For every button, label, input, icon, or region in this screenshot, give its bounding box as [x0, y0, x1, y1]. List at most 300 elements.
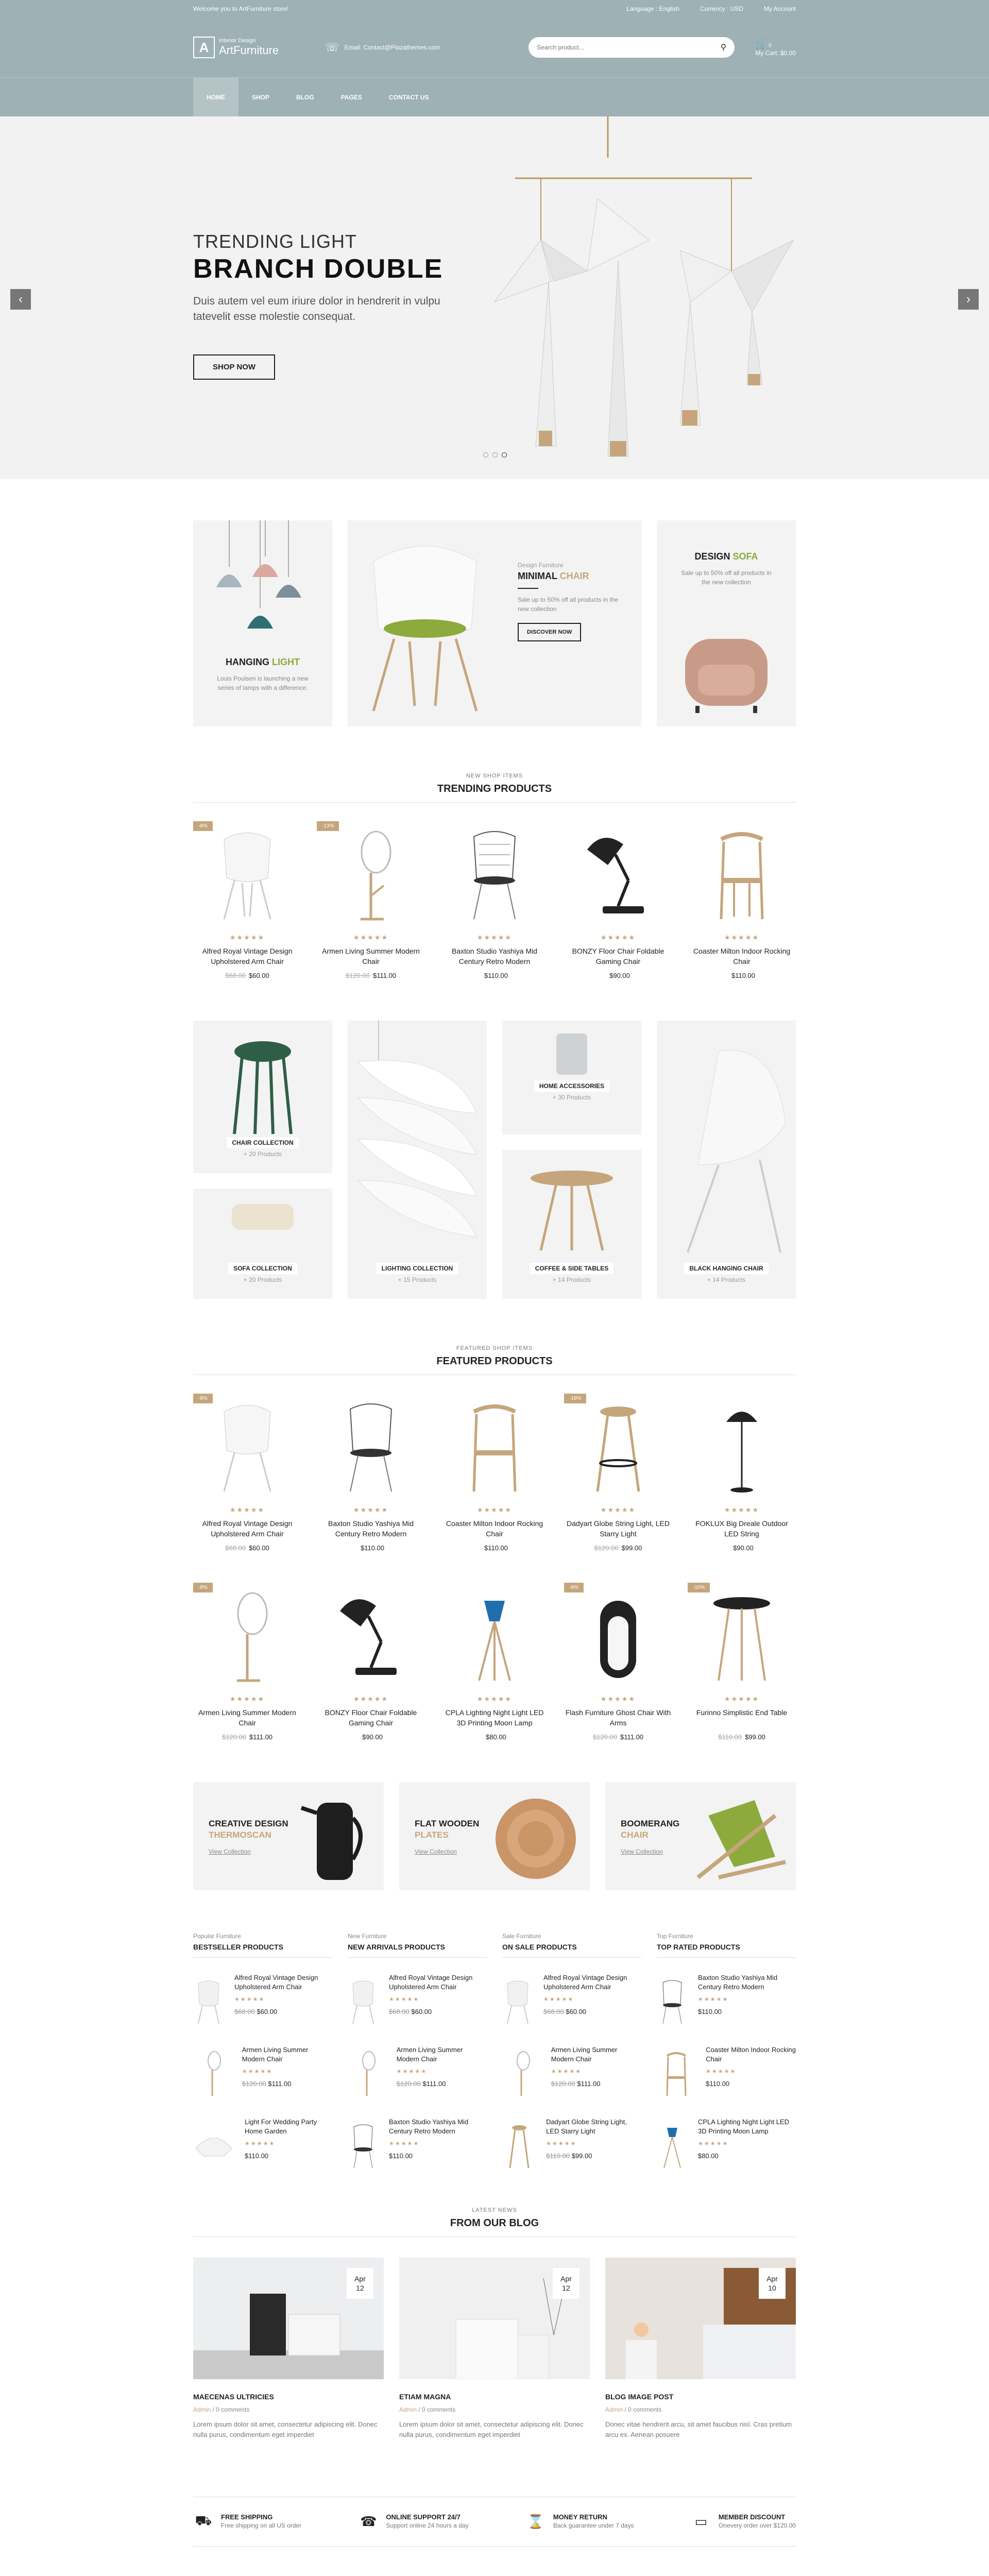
list-title: NEW ARRIVALS PRODUCTS: [348, 1943, 487, 1958]
category-coffee-tables[interactable]: [502, 1150, 641, 1299]
product-thumb: [348, 2045, 386, 2102]
nav-shop[interactable]: SHOP: [252, 94, 270, 101]
product-name[interactable]: Alfred Royal Vintage Design Upholstered Arm Chair: [234, 1974, 318, 1991]
product-card[interactable]: [688, 821, 796, 979]
category-label: LIGHTING COLLECTION: [377, 1263, 458, 1274]
banner2-sub: Design Furniture: [518, 562, 564, 569]
hero-slider: [0, 116, 989, 479]
blog-image: [399, 2258, 590, 2379]
banner2-title-a: MINIMAL: [518, 571, 560, 581]
banners: [193, 520, 796, 726]
service-money-return: [525, 2513, 634, 2531]
post-date: [553, 2268, 579, 2299]
cart-total: My Cart: $0.00: [755, 49, 796, 57]
card-icon: ▭: [694, 2514, 708, 2529]
wire-chair-image: [458, 829, 531, 922]
rating-stars: ★★★★★: [229, 1695, 265, 1703]
post-title[interactable]: MAECENAS ULTRICIES: [193, 2393, 274, 2401]
product-card[interactable]: [317, 1583, 425, 1741]
list-item[interactable]: [193, 2045, 332, 2102]
category-label: COFFEE & SIDE TABLES: [530, 1263, 613, 1274]
floor-lamp-image: [706, 1401, 778, 1494]
promo-title-b: PLATES: [415, 1830, 449, 1840]
price: $111.00: [577, 2080, 601, 2088]
search-icon[interactable]: ⚲: [720, 43, 727, 52]
hero-title: BRANCH DOUBLE: [193, 254, 444, 284]
trending-title: TRENDING PRODUCTS: [437, 783, 552, 794]
product-card[interactable]: [193, 1583, 301, 1741]
list-item[interactable]: [348, 1973, 487, 2030]
hourglass-icon: ⌛: [527, 2514, 544, 2529]
price: $110.00: [731, 972, 756, 979]
list-item[interactable]: [502, 1973, 641, 2030]
product-name[interactable]: BONZY Floor Chair Foldable Gaming Chair: [572, 947, 664, 965]
product-name[interactable]: Armen Living Summer Modern Chair: [242, 2046, 309, 2063]
category-lighting[interactable]: [348, 1021, 487, 1299]
list-item[interactable]: [348, 2045, 487, 2102]
blog-image: [193, 2258, 384, 2379]
welcome-text: Welcome you to ArtFurniture store!: [193, 5, 289, 12]
old-price: $110.00: [718, 1733, 742, 1741]
wooden-chair-image: [706, 829, 778, 922]
product-card[interactable]: [193, 821, 301, 979]
product-name[interactable]: Flash Furniture Ghost Chair With Arms: [565, 1708, 671, 1727]
promo-title-b: CHAIR: [621, 1830, 649, 1840]
slider-dots: [483, 452, 507, 457]
product-thumb: [193, 1973, 224, 2030]
view-collection-link[interactable]: View Collection: [209, 1848, 251, 1855]
promo-title-a: BOOMERANG: [621, 1819, 680, 1828]
list-item[interactable]: [502, 2045, 641, 2102]
rating-stars: ★★★★★: [600, 1695, 636, 1703]
rating-stars: ★★★★★: [476, 1695, 513, 1703]
list-small: Top Furniture: [657, 1933, 693, 1940]
rating-stars: ★★★★★: [724, 1506, 760, 1514]
old-price: $68.00: [234, 2008, 255, 2015]
cushion-image: [227, 1199, 299, 1235]
divider: [518, 588, 538, 589]
promo-banners: [193, 1782, 796, 1890]
rating-stars: ★★★★★: [229, 1506, 265, 1514]
category-count: + 15 Products: [398, 1276, 437, 1283]
date-day: 12: [562, 2284, 570, 2292]
price: $99.00: [571, 2152, 592, 2160]
cart-icon: 🛒: [755, 38, 767, 49]
nav-home[interactable]: HOME: [193, 78, 238, 117]
rating-stars: ★★★★★: [698, 1996, 729, 2003]
post-author[interactable]: Admin: [193, 2406, 211, 2413]
old-price: $120.00: [345, 972, 370, 979]
list-title: BESTSELLER PRODUCTS: [193, 1943, 332, 1958]
my-account-menu[interactable]: My Account: [763, 5, 796, 12]
logo-tagline: Interior Design: [219, 38, 256, 44]
product-card[interactable]: [317, 1394, 425, 1552]
product-card[interactable]: [564, 1583, 672, 1741]
post-comments[interactable]: 0 comments: [422, 2406, 456, 2413]
blog-small: LATEST NEWS: [472, 2207, 517, 2213]
blog-heading: [193, 2205, 796, 2237]
price: $110.00: [245, 2152, 269, 2160]
header: [0, 18, 989, 77]
old-price: $120.00: [592, 1733, 617, 1741]
discount-badge: -8%: [193, 1394, 213, 1403]
banner-hanging-light[interactable]: [193, 520, 332, 726]
armchair-image: [675, 629, 778, 716]
product-thumb: [657, 1973, 688, 2030]
lantern-image: [582, 1590, 654, 1683]
product-thumb: [193, 2117, 234, 2174]
product-thumb: [502, 2045, 541, 2102]
category-count: + 30 Products: [552, 1093, 591, 1101]
product-name[interactable]: Alfred Royal Vintage Design Upholstered Arm Chair: [202, 947, 293, 965]
post-excerpt: Lorem ipsum dolor sit amet, consectetur adipiscing elit. Donec nulla purus, condimentum eget imperdiet: [399, 2420, 584, 2438]
list-item[interactable]: [657, 2045, 796, 2102]
mirror-stand-image: [335, 829, 407, 922]
price: $60.00: [411, 2008, 432, 2015]
view-collection-link[interactable]: View Collection: [621, 1848, 663, 1855]
post-date: [347, 2268, 373, 2299]
search-input[interactable]: [537, 44, 720, 51]
product-card[interactable]: [688, 1394, 796, 1552]
list-item[interactable]: [348, 2117, 487, 2174]
banner1-title-a: HANGING: [226, 657, 272, 667]
price: $90.00: [362, 1733, 383, 1741]
price: $110.00: [484, 1544, 508, 1552]
product-name[interactable]: Coaster Milton Indoor Rocking Chair: [446, 1519, 543, 1538]
rating-stars: ★★★★★: [396, 2069, 428, 2075]
product-name[interactable]: Baxton Studio Yashiya Mid Century Retro Modern: [389, 2118, 469, 2135]
category-hanging-chair[interactable]: [657, 1021, 796, 1299]
date-day: 12: [356, 2284, 364, 2292]
promo-plates[interactable]: [399, 1782, 590, 1890]
list-item[interactable]: [502, 2117, 641, 2174]
service-desc: Support online 24 hours a day: [386, 2522, 469, 2529]
blog-post[interactable]: Apr 12 MAECENAS ULTRICIES Admin / 0 comments Lorem ipsum dolor sit amet, consectetur adipiscing elit. Donec nulla purus, condimentum eget imperdiet: [193, 2258, 384, 2440]
product-name[interactable]: Furinno Simplistic End Table: [696, 1708, 788, 1717]
price: $111.00: [620, 1733, 644, 1741]
old-price: $68.00: [543, 2008, 564, 2015]
blog-title: FROM OUR BLOG: [450, 2217, 539, 2229]
trending-grid: [193, 821, 796, 979]
date-month: Apr: [354, 2275, 366, 2283]
post-author[interactable]: Admin: [399, 2406, 417, 2413]
nav-contact[interactable]: CONTACT US: [388, 94, 429, 101]
product-thumb: [502, 2117, 536, 2174]
rating-stars: ★★★★★: [389, 2141, 420, 2147]
post-author[interactable]: Admin: [605, 2406, 623, 2413]
slider-dot-active[interactable]: [502, 452, 507, 457]
category-label: CHAIR COLLECTION: [227, 1137, 298, 1148]
product-name[interactable]: Dadyart Globe String Light, LED Starry Light: [546, 2118, 627, 2135]
service-desc: Onevery order over $120.00: [718, 2522, 796, 2529]
price: $90.00: [733, 1544, 754, 1552]
product-name[interactable]: Baxton Studio Yashiya Mid Century Retro Modern: [698, 1974, 778, 1991]
top-rated-list: [657, 1931, 796, 2174]
price: $110.00: [706, 2080, 730, 2088]
date-month: Apr: [766, 2275, 778, 2283]
promo-title-a: CREATIVE DESIGN: [209, 1819, 288, 1828]
side-table-image: [525, 1165, 618, 1253]
old-price: $68.00: [389, 2008, 410, 2015]
discount-badge: -13%: [317, 821, 339, 831]
banner2-title-b: CHAIR: [559, 571, 589, 581]
discount-badge: -18%: [564, 1394, 586, 1403]
product-thumb: [348, 2117, 379, 2174]
product-name[interactable]: Alfred Royal Vintage Design Upholstered Arm Chair: [543, 1974, 627, 1991]
price: $99.00: [745, 1733, 765, 1741]
post-title[interactable]: BLOG IMAGE POST: [605, 2393, 674, 2401]
product-name[interactable]: Baxton Studio Yashiya Mid Century Retro Modern: [328, 1519, 414, 1538]
currency-selector[interactable]: Currency : USD: [700, 5, 743, 12]
slider-next-arrow[interactable]: ›: [958, 289, 979, 310]
service-title: ONLINE SUPPORT 24/7: [386, 2513, 461, 2521]
featured-small: FEATURED SHOP ITEMS: [456, 1345, 533, 1351]
discover-now-button[interactable]: DISCOVER NOW: [518, 623, 581, 641]
list-small: Sale Furniture: [502, 1933, 541, 1940]
product-name[interactable]: Armen Living Summer Modern Chair: [198, 1708, 296, 1727]
hero-description: Duis autem vel eum iriure dolor in hendrerit in vulpu tatevelit esse molestie consequat.: [193, 295, 440, 323]
category-label: HOME ACCESSORIES: [534, 1080, 609, 1092]
service-title: MEMBER DISCOUNT: [718, 2513, 786, 2521]
nav-blog[interactable]: BLOG: [296, 94, 314, 101]
banner3-title-a: DESIGN: [694, 551, 733, 562]
product-name[interactable]: BONZY Floor Chair Foldable Gaming Chair: [325, 1708, 417, 1727]
price: $80.00: [486, 1733, 506, 1741]
category-label: BLACK HANGING CHAIR: [684, 1263, 768, 1274]
blog-post[interactable]: Apr 10 BLOG IMAGE POST Admin / 0 comments Donec vitae hendrerit arcu, sit amet faucibus nisl. Cras pretium arcu ex. Aenean posuere: [605, 2258, 796, 2440]
product-thumb: [657, 2117, 688, 2174]
banner-design-sofa[interactable]: [657, 520, 796, 726]
on-sale-list: [502, 1931, 641, 2174]
featured-heading: [193, 1343, 796, 1375]
discount-badge: -10%: [688, 1583, 710, 1592]
promo-title-b: THERMOSCAN: [209, 1830, 271, 1840]
spiral-pendant-image: [348, 1021, 487, 1247]
service-support: [358, 2513, 468, 2531]
category-count: + 20 Products: [243, 1276, 282, 1283]
rating-stars: ★★★★★: [353, 1695, 389, 1703]
product-lists: [193, 1931, 796, 2174]
banner-minimal-chair[interactable]: [348, 520, 641, 726]
category-home-accessories[interactable]: [502, 1021, 641, 1134]
product-card[interactable]: [193, 1394, 301, 1552]
rating-stars: ★★★★★: [476, 1506, 513, 1514]
logo[interactable]: [193, 37, 279, 58]
product-name[interactable]: Light For Wedding Party Home Garden: [245, 2118, 317, 2135]
product-name[interactable]: Alfred Royal Vintage Design Upholstered Arm Chair: [389, 1974, 473, 1991]
headset-icon: ☏: [325, 41, 339, 54]
product-card[interactable]: [564, 821, 672, 979]
rating-stars: ★★★★★: [242, 2069, 273, 2075]
phone-icon: ☎: [360, 2514, 377, 2529]
discount-badge: -8%: [193, 821, 213, 831]
trending-small: NEW SHOP ITEMS: [466, 773, 523, 779]
product-card[interactable]: [440, 1394, 549, 1552]
promo-boomerang-chair[interactable]: [605, 1782, 796, 1890]
services-bar: [193, 2497, 796, 2547]
product-name[interactable]: Alfred Royal Vintage Design Upholstered Arm Chair: [202, 1519, 293, 1538]
category-count: + 14 Products: [707, 1276, 746, 1283]
price: $110.00: [698, 2008, 722, 2015]
blog-post[interactable]: Apr 12 ETIAM MAGNA Admin / 0 comments Lorem ipsum dolor sit amet, consectetur adipiscing elit. Donec nulla purus, condimentum eget imperdiet: [399, 2258, 590, 2440]
cart-count: 0: [769, 42, 772, 48]
view-collection-link[interactable]: View Collection: [415, 1848, 457, 1855]
bestseller-list: [193, 1931, 332, 2174]
price: $60.00: [249, 1544, 269, 1552]
rating-stars: ★★★★★: [706, 2069, 737, 2075]
product-thumb: [657, 2045, 695, 2102]
list-item[interactable]: [657, 1973, 796, 2030]
product-name[interactable]: CPLA Lighting Night Light LED 3D Printing Moon Lamp: [698, 2118, 790, 2135]
post-title[interactable]: ETIAM MAGNA: [399, 2393, 451, 2401]
search-bar: [528, 37, 735, 58]
list-item[interactable]: [657, 2117, 796, 2174]
rating-stars: ★★★★★: [476, 934, 513, 941]
rating-stars: ★★★★★: [724, 934, 760, 941]
post-excerpt: Lorem ipsum dolor sit amet, consectetur adipiscing elit. Donec nulla purus, condimentum eget imperdiet: [193, 2420, 378, 2438]
category-count: + 20 Products: [243, 1150, 282, 1158]
product-name[interactable]: CPLA Lighting Night Light LED 3D Printing Moon Lamp: [445, 1708, 544, 1727]
rating-stars: ★★★★★: [229, 934, 265, 941]
old-price: $110.00: [546, 2152, 570, 2160]
lounge-chair-image: [688, 1795, 791, 1883]
list-small: New Furniture: [348, 1933, 387, 1940]
minimal-chair-image: [353, 531, 497, 716]
green-stool-image: [221, 1036, 304, 1139]
post-comments[interactable]: 0 comments: [628, 2406, 662, 2413]
contact-email: Email: Contact@Plazathemes.com: [344, 44, 440, 51]
list-title: TOP RATED PRODUCTS: [657, 1943, 796, 1958]
old-price: $68.00: [225, 1544, 246, 1552]
rating-stars: ★★★★★: [698, 2141, 729, 2147]
service-desc: Back guarantee under 7 days: [553, 2522, 634, 2529]
list-item[interactable]: [193, 1973, 332, 2030]
nav-pages[interactable]: PAGES: [340, 94, 362, 101]
desk-lamp-image: [577, 829, 659, 922]
featured-grid-row1: [193, 1394, 796, 1552]
category-grid: [193, 1021, 796, 1299]
product-name[interactable]: FOKLUX Big Dreale Outdoor LED String: [695, 1519, 788, 1538]
banner3-title-b: SOFA: [732, 551, 758, 562]
top-bar: [0, 0, 989, 18]
main-nav: [0, 77, 989, 116]
product-card[interactable]: [317, 821, 425, 979]
kettle-image: [296, 1792, 368, 1885]
pendant-lamps-image: [193, 520, 332, 654]
banner1-desc: Louis Poulsen is launching a new series of lamps with a difference.: [217, 675, 309, 691]
list-small: Popular Furniture: [193, 1933, 241, 1940]
category-sofa[interactable]: [193, 1189, 332, 1299]
rating-stars: ★★★★★: [551, 2069, 582, 2075]
product-card[interactable]: [564, 1394, 672, 1552]
old-price: $120.00: [242, 2080, 266, 2088]
promo-title-a: FLAT WOODEN: [415, 1819, 480, 1828]
product-card[interactable]: [440, 1583, 549, 1741]
hero-subtitle: TRENDING LIGHT: [193, 231, 357, 252]
date-month: Apr: [560, 2275, 572, 2283]
product-name[interactable]: Dadyart Globe String Light, LED Starry Light: [567, 1519, 670, 1538]
discount-badge: -8%: [193, 1583, 213, 1592]
service-free-shipping: [193, 2513, 301, 2531]
service-desc: Free shipping on all US order: [221, 2522, 302, 2529]
product-name[interactable]: Coaster Milton Indoor Rocking Chair: [693, 947, 791, 965]
price: $111.00: [249, 1733, 273, 1741]
service-member-discount: [691, 2513, 796, 2531]
trending-heading: [193, 771, 796, 803]
price: $80.00: [698, 2152, 719, 2160]
price: $110.00: [389, 2152, 413, 2160]
logo-icon: A: [193, 37, 215, 58]
old-price: $120.00: [396, 2080, 421, 2088]
date-day: 10: [768, 2284, 776, 2292]
featured-title: FEATURED PRODUCTS: [436, 1355, 553, 1367]
rating-stars: ★★★★★: [389, 1996, 420, 2003]
rating-stars: ★★★★★: [600, 1506, 636, 1514]
post-date: [759, 2268, 786, 2299]
post-comments[interactable]: 0 comments: [216, 2406, 250, 2413]
old-price: $120.00: [594, 1544, 619, 1552]
rating-stars: ★★★★★: [353, 1506, 389, 1514]
slider-dot[interactable]: [483, 452, 488, 457]
truck-icon: ⛟: [195, 2513, 212, 2528]
list-title: ON SALE PRODUCTS: [502, 1943, 641, 1958]
slider-prev-arrow[interactable]: ‹: [10, 289, 31, 310]
product-name[interactable]: Armen Living Summer Modern Chair: [396, 2046, 463, 2063]
discount-badge: -8%: [564, 1583, 584, 1592]
header-contact: [325, 41, 440, 54]
list-item[interactable]: [193, 2117, 332, 2174]
rating-stars: ★★★★★: [546, 2141, 577, 2147]
product-thumb: [348, 1973, 379, 2030]
price: $111.00: [372, 972, 397, 979]
rating-stars: ★★★★★: [353, 934, 389, 941]
shop-now-button[interactable]: SHOP NOW: [193, 354, 275, 380]
price: $90.00: [609, 972, 630, 979]
service-title: MONEY RETURN: [553, 2513, 608, 2521]
old-price: $68.00: [225, 972, 246, 979]
slider-dot[interactable]: [492, 452, 498, 457]
product-card[interactable]: [440, 821, 549, 979]
white-armchair-image: [657, 1031, 796, 1258]
old-price: $120.00: [551, 2080, 575, 2088]
banner2-desc: Sale up to 50% off all products in the new collection: [518, 596, 619, 613]
price: $110.00: [360, 1544, 385, 1552]
white-chair-image: [211, 829, 283, 922]
product-thumb: [502, 1973, 533, 2030]
price: $60.00: [566, 2008, 587, 2015]
rating-stars: ★★★★★: [234, 1996, 265, 2003]
category-chair[interactable]: [193, 1021, 332, 1173]
language-selector[interactable]: Language : English: [626, 5, 679, 12]
mirror-stand-image: [211, 1590, 283, 1683]
logo-name: ArtFurniture: [219, 44, 279, 57]
product-name[interactable]: Armen Living Summer Modern Chair: [322, 947, 420, 965]
product-name[interactable]: Coaster Milton Indoor Rocking Chair: [706, 2046, 796, 2063]
bar-stool-image: [582, 1401, 654, 1494]
rating-stars: ★★★★★: [245, 2141, 276, 2147]
service-title: FREE SHIPPING: [221, 2513, 273, 2521]
banner1-title-b: LIGHT: [272, 657, 300, 667]
cart-widget[interactable]: [755, 39, 796, 57]
product-card[interactable]: [688, 1583, 796, 1741]
product-name[interactable]: Baxton Studio Yashiya Mid Century Retro Modern: [451, 947, 538, 965]
end-table-image: [706, 1590, 778, 1683]
desk-lamp-image: [330, 1590, 412, 1683]
price: $110.00: [484, 972, 508, 979]
product-name[interactable]: Armen Living Summer Modern Chair: [551, 2046, 618, 2063]
rating-stars: ★★★★★: [724, 1695, 760, 1703]
promo-thermoscan[interactable]: [193, 1782, 384, 1890]
